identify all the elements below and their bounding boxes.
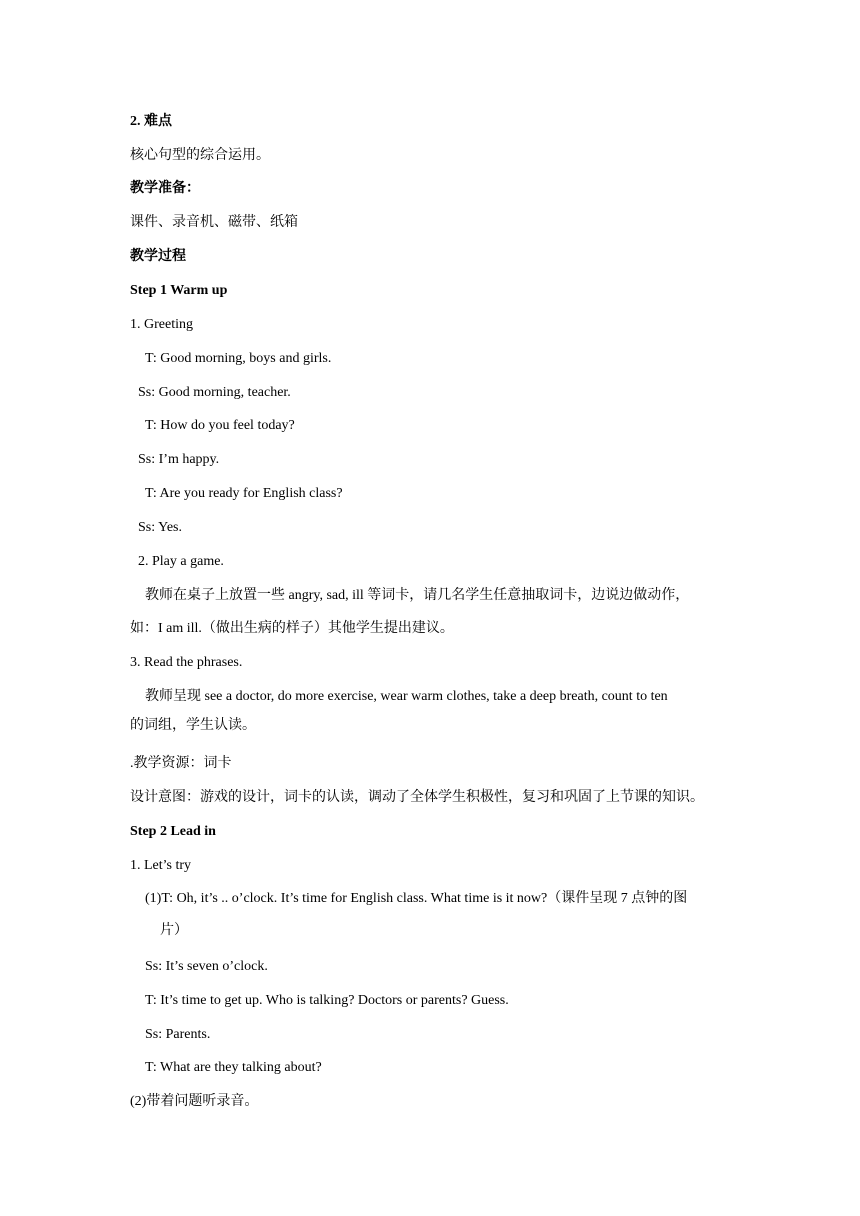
lets-try-item: 1. Let’s try [130, 858, 192, 873]
difficulty-text: 核心句型的综合运用。 [130, 148, 270, 163]
prep-text: 课件、录音机、磁带、纸箱 [130, 215, 298, 230]
try-dialog-line: Ss: It’s seven o’clock. [145, 959, 268, 974]
try-dialog-line-cont: 片） [160, 923, 188, 938]
difficulty-heading: 2. 难点 [130, 114, 172, 129]
dialog-line: Ss: Yes. [138, 520, 182, 535]
try-dialog-line: Ss: Parents. [145, 1027, 211, 1042]
dialog-line: T: How do you feel today? [145, 418, 295, 433]
game-description-cont: 如：I am ill.（做出生病的样子）其他学生提出建议。 [130, 621, 454, 636]
try-dialog-line: T: What are they talking about? [145, 1060, 322, 1075]
dialog-line: T: Are you ready for English class? [145, 486, 343, 501]
step1-heading: Step 1 Warm up [130, 283, 228, 298]
read-phrases-item: 3. Read the phrases. [130, 655, 243, 670]
greeting-item: 1. Greeting [130, 317, 193, 332]
dialog-line: Ss: Good morning, teacher. [138, 385, 291, 400]
dialog-line: T: Good morning, boys and girls. [145, 351, 332, 366]
prep-heading: 教学准备： [130, 181, 200, 196]
listen-item: (2)带着问题听录音。 [130, 1094, 259, 1109]
try-dialog-line: (1)T: Oh, it’s .. o’clock. It’s time for English class. What time is it now?（课件呈现 7 点钟的图 [145, 891, 688, 906]
play-game-item: 2. Play a game. [138, 554, 224, 569]
game-description: 教师在桌子上放置一些 angry, sad, ill 等词卡，请几名学生任意抽取词卡，边说边做动作， [145, 588, 690, 603]
phrases-description-cont: 的词组，学生认读。 [130, 718, 256, 733]
step2-heading: Step 2 Lead in [130, 824, 216, 839]
dialog-line: Ss: I’m happy. [138, 452, 220, 467]
design-intent: 设计意图：游戏的设计，词卡的认读，调动了全体学生积极性，复习和巩固了上节课的知识。 [130, 790, 704, 805]
try-dialog-line: T: It’s time to get up. Who is talking? Doctors or parents? Guess. [145, 993, 509, 1008]
teaching-resource: .教学资源：词卡 [130, 756, 232, 771]
process-heading: 教学过程 [130, 249, 186, 264]
phrases-description: 教师呈现 see a doctor, do more exercise, wear warm clothes, take a deep breath, count to ten [145, 689, 668, 704]
